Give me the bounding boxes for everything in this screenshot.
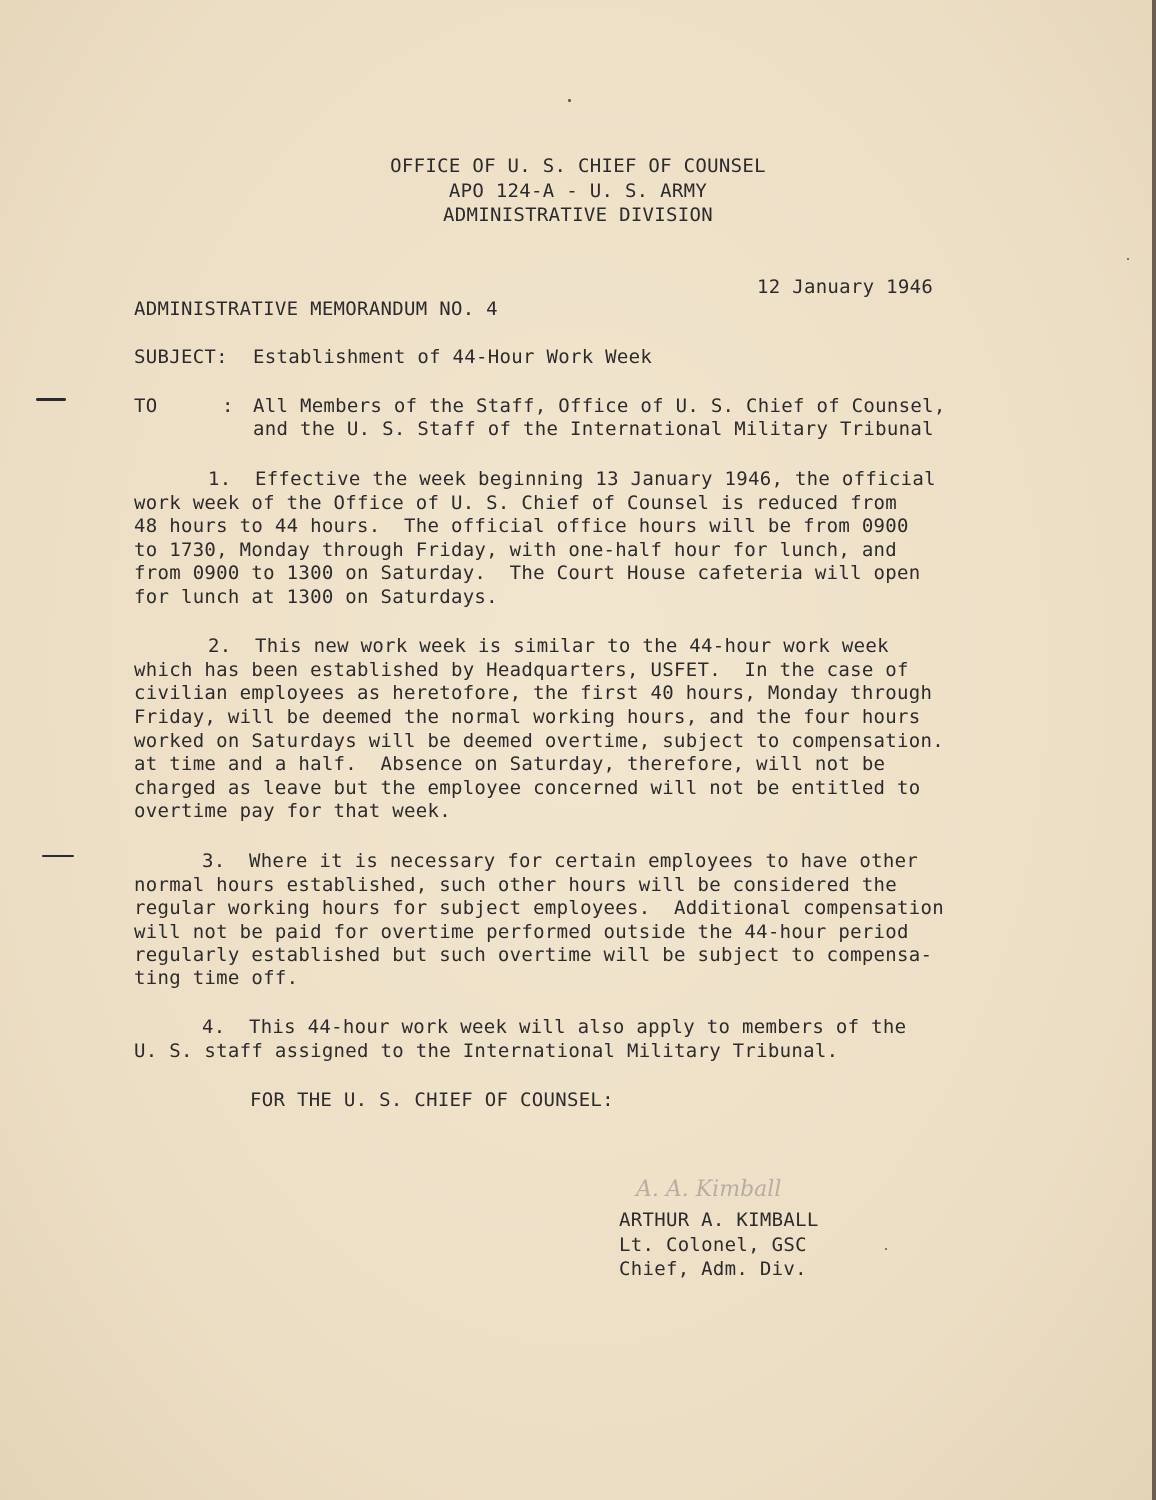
paragraph-1-line: for lunch at 1300 on Saturdays. bbox=[134, 586, 498, 608]
subject-text: Establishment of 44-Hour Work Week bbox=[253, 346, 653, 368]
paper-speck bbox=[1127, 258, 1129, 260]
paragraph-2-line: 2. This new work week is similar to the 44-hour work week bbox=[208, 635, 889, 657]
paragraph-2-line: civilian employees as heretofore, the first 40 hours, Monday through bbox=[134, 682, 933, 704]
paragraph-2-line: at time and a half. Absence on Saturday, therefore, will not be bbox=[134, 753, 886, 775]
paragraph-1-line: 48 hours to 44 hours. The official office hours will be from 0900 bbox=[134, 515, 909, 537]
signatory-rank: Lt. Colonel, GSC bbox=[619, 1234, 807, 1256]
paragraph-3-line: regularly established but such overtime will be subject to compensa- bbox=[134, 944, 933, 966]
paragraph-2-line: Friday, will be deemed the normal working hours, and the four hours bbox=[134, 706, 921, 728]
paragraph-2-line: charged as leave but the employee concerned will not be entitled to bbox=[134, 777, 921, 799]
memo-number: ADMINISTRATIVE MEMORANDUM NO. 4 bbox=[134, 298, 498, 320]
header-office: OFFICE OF U. S. CHIEF OF COUNSEL bbox=[390, 155, 766, 177]
signatory-name: ARTHUR A. KIMBALL bbox=[619, 1209, 819, 1231]
signature bbox=[632, 1168, 872, 1208]
header-apo: APO 124-A - U. S. ARMY bbox=[448, 180, 708, 202]
paragraph-2-line: worked on Saturdays will be deemed overtime, subject to compensation. bbox=[134, 730, 944, 752]
paragraph-4-line: 4. This 44-hour work week will also apply to members of the bbox=[202, 1016, 907, 1038]
signatory-title: Chief, Adm. Div. bbox=[619, 1258, 807, 1280]
paper-speck bbox=[568, 99, 571, 102]
to-line-2: and the U. S. Staff of the International Military Tribunal bbox=[253, 418, 934, 440]
paragraph-1-line: 1. Effective the week beginning 13 January 1946, the official bbox=[208, 468, 936, 490]
to-line-1: All Members of the Staff, Office of U. S. Chief of Counsel, bbox=[253, 395, 946, 417]
header-division: ADMINISTRATIVE DIVISION bbox=[443, 204, 713, 226]
margin-mark bbox=[42, 855, 74, 857]
memo-date: 12 January 1946 bbox=[757, 276, 934, 298]
paragraph-3-line: regular working hours for subject employees. Additional compensation bbox=[134, 897, 944, 919]
paragraph-2-line: which has been established by Headquarters, USFET. In the case of bbox=[134, 659, 909, 681]
paragraph-3-line: will not be paid for overtime performed outside the 44-hour period bbox=[134, 921, 909, 943]
paragraph-1-line: to 1730, Monday through Friday, with one-half hour for lunch, and bbox=[134, 539, 898, 561]
to-label: TO bbox=[134, 395, 158, 417]
closing-line: FOR THE U. S. CHIEF OF COUNSEL: bbox=[250, 1089, 614, 1111]
paragraph-3-line: 3. Where it is necessary for certain employees to have other bbox=[202, 850, 919, 872]
paragraph-1-line: work week of the Office of U. S. Chief of Counsel is reduced from bbox=[134, 492, 898, 514]
paragraph-3-line: ting time off. bbox=[134, 967, 299, 989]
to-colon: : bbox=[222, 395, 234, 417]
paper-speck bbox=[885, 1248, 887, 1250]
paragraph-3-line: normal hours established, such other hours will be considered the bbox=[134, 874, 898, 896]
paragraph-2-line: overtime pay for that week. bbox=[134, 800, 451, 822]
paragraph-4-line: U. S. staff assigned to the International Military Tribunal. bbox=[134, 1040, 839, 1062]
margin-mark bbox=[36, 398, 66, 401]
svg-text:A. A. Kimball: A. A. Kimball bbox=[636, 1177, 782, 1202]
paragraph-1-line: from 0900 to 1300 on Saturday. The Court House cafeteria will open bbox=[134, 562, 921, 584]
subject-label: SUBJECT: bbox=[134, 346, 228, 368]
